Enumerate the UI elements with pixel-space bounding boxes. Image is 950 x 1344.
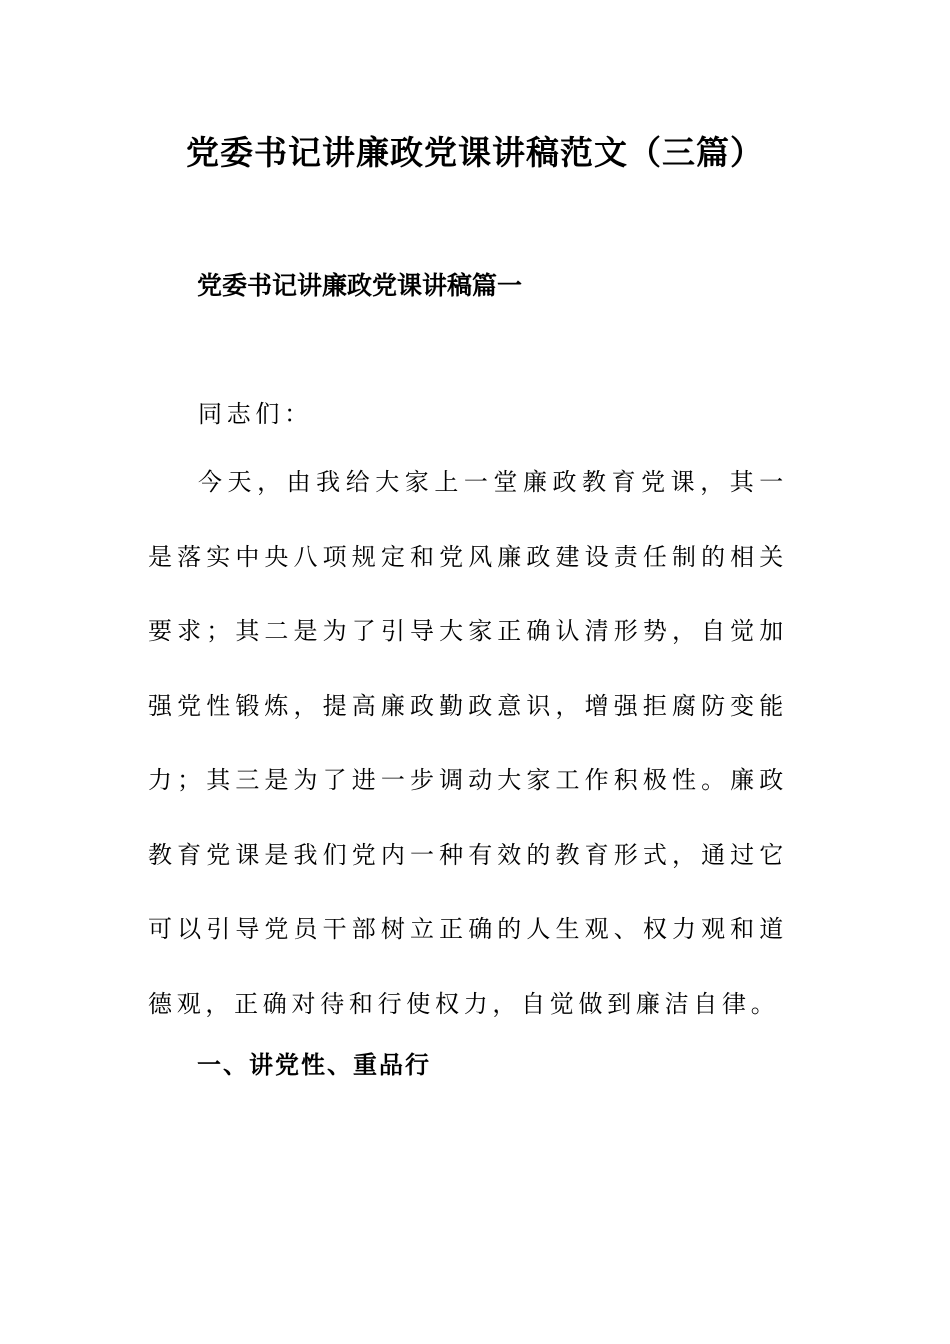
document-title: 党委书记讲廉政党课讲稿范文（三篇） [186,133,764,172]
salutation: 同志们： [198,400,313,428]
body-paragraph: 今天，由我给大家上一堂廉政教育党课，其一是落实中央八项规定和党风廉政建设责任制的相关要求；其二是为了引导大家正确认清形势，自觉加强党性锻炼，提高廉政勤政意识，增强拒腐防变能力；其三是为了进一步调动大家工作积极性。廉政教育党课是我们党内一种有效的教育形式，通过它可以引导党员干部树立正确的人生观、权力观和道德观，正确对待和行使权力，自觉做到廉洁自律。 [148,468,788,1018]
sub-heading: 一、讲党性、重品行 [197,1051,431,1079]
section-heading: 党委书记讲廉政党课讲稿篇一 [197,271,523,300]
